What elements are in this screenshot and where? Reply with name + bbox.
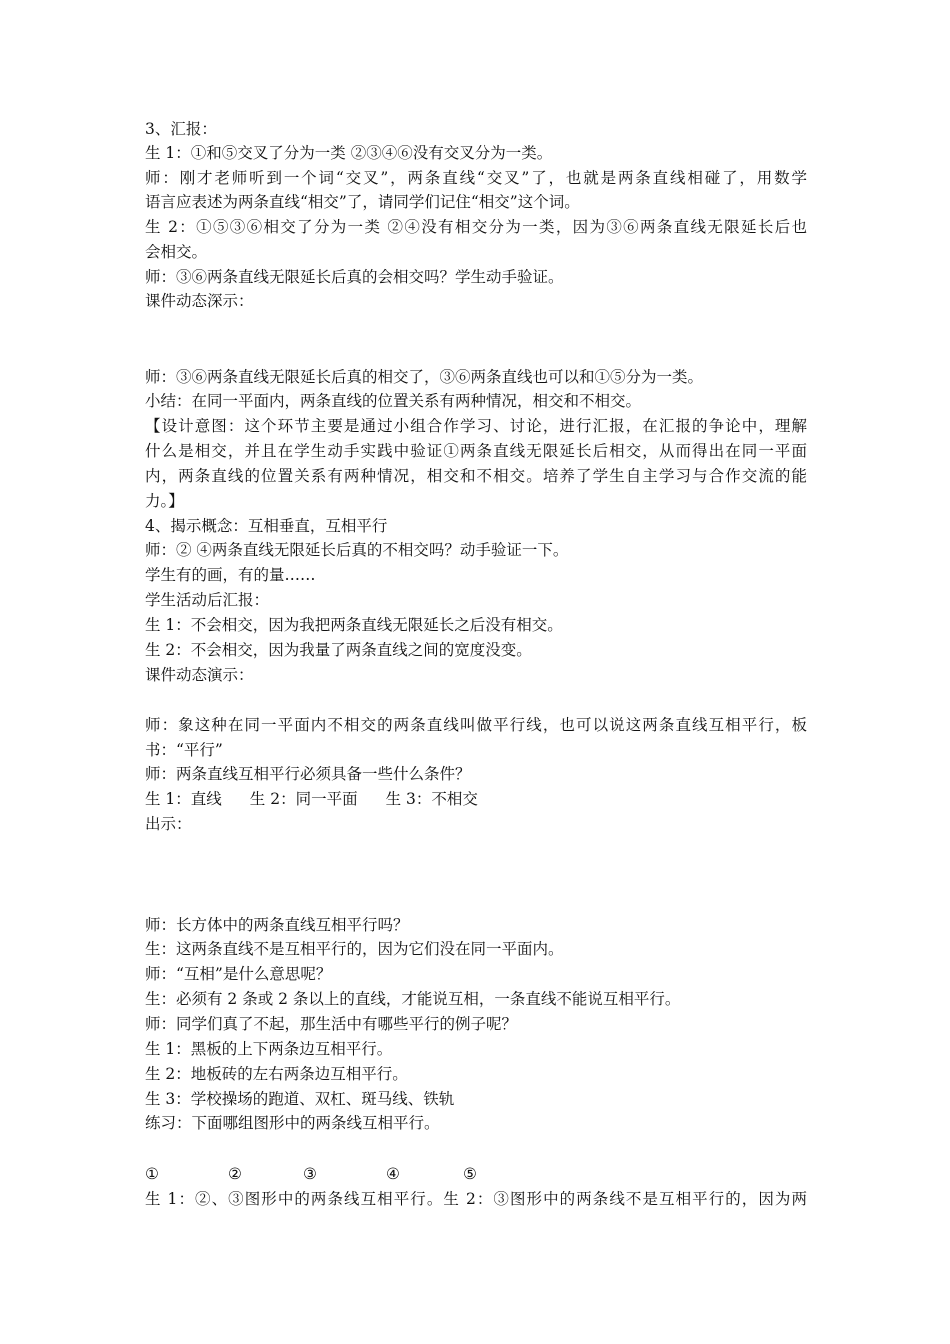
summary-line: 小结：在同一平面内，两条直线的位置关系有两种情况，相交和不相交。: [145, 392, 642, 410]
figure-label-2: ②: [228, 1165, 242, 1183]
figure-label-1: ①: [145, 1165, 159, 1183]
answer-2: 生 2：同一平面: [249, 790, 358, 808]
text-line: 生 1：不会相交，因为我把两条直线无限延长之后没有相交。: [145, 616, 563, 634]
text-line: 师：“互相”是什么意思呢？: [145, 965, 332, 983]
text-line: 会相交。: [145, 243, 208, 261]
text-line: 语言应表述为两条直线“相交”了，请同学们记住“相交”这个词。: [145, 193, 580, 211]
text-line: 师：同学们真了不起，那生活中有哪些平行的例子呢？: [145, 1015, 518, 1033]
text-line: 师：象这种在同一平面内不相交的两条直线叫做平行线，也可以说这两条直线互相平行，板: [145, 716, 807, 734]
text-line: 学生活动后汇报：: [145, 591, 270, 609]
text-line: 生：必须有 2 条或 2 条以上的直线，才能说互相，一条直线不能说互相平行。: [145, 990, 681, 1008]
design-intent-line: 【设计意图：这个环节主要是通过小组合作学习、讨论，进行汇报，在汇报的争论中，理解: [145, 417, 807, 435]
text-line: 师：③⑥两条直线无限延长后真的会相交吗？学生动手验证。: [145, 268, 564, 286]
text-line: 师：长方体中的两条直线互相平行吗？: [145, 916, 409, 934]
design-intent-line: 内，两条直线的位置关系有两种情况，相交和不相交。培养了学生自主学习与合作交流的能: [145, 467, 807, 485]
text-line: 书：“平行”: [145, 741, 223, 759]
text-line: 生：这两条直线不是互相平行的，因为它们没在同一平面内。: [145, 940, 564, 958]
text-line: 生 1：黑板的上下两条边互相平行。: [145, 1040, 393, 1058]
text-line: 生 1：①和⑤交叉了分为一类 ②③④⑥没有交叉分为一类。: [145, 144, 553, 162]
answer-3: 生 3：不相交: [385, 790, 478, 808]
exercise-line: 练习：下面哪组图形中的两条线互相平行。: [145, 1114, 440, 1132]
text-line: 课件动态深示：: [145, 292, 254, 310]
text-line: 课件动态演示：: [145, 666, 254, 684]
figure-label-5: ⑤: [463, 1165, 477, 1183]
figure-label-3: ③: [303, 1165, 317, 1183]
text-line: 生 3：学校操场的跑道、双杠、斑马线、铁轨: [145, 1090, 455, 1108]
text-line: 生 2：不会相交，因为我量了两条直线之间的宽度没变。: [145, 641, 532, 659]
heading-report: 3、汇报：: [145, 120, 217, 138]
text-line: 生 2：①⑤③⑥相交了分为一类 ②④没有相交分为一类，因为③⑥两条直线无限延长后也: [145, 218, 807, 236]
text-line: 学生有的画，有的量……: [145, 566, 316, 584]
text-line: 师：② ④两条直线无限延长后真的不相交吗？动手验证一下。: [145, 541, 569, 559]
text-line: 师：两条直线互相平行必须具备一些什么条件？: [145, 765, 471, 783]
design-intent-line: 力。】: [145, 492, 184, 510]
design-intent-line: 什么是相交，并且在学生动手实践中验证①两条直线无限延长后相交，从而得出在同一平面: [145, 442, 807, 460]
answers-row: [145, 788, 478, 810]
text-line: 出示：: [145, 815, 192, 833]
heading-concept: 4、揭示概念：互相垂直，互相平行: [145, 517, 388, 535]
figure-label-4: ④: [386, 1165, 400, 1183]
answer-1: 生 1：直线: [145, 790, 222, 808]
text-line: 师：刚才老师听到一个词“交叉”，两条直线“交叉”了，也就是两条直线相碰了，用数学: [145, 169, 807, 187]
text-line: 师：③⑥两条直线无限延长后真的相交了，③⑥两条直线也可以和①⑤分为一类。: [145, 368, 704, 386]
text-line: 生 2：地板砖的左右两条边互相平行。: [145, 1065, 408, 1083]
text-line: 生 1：②、③图形中的两条线互相平行。生 2：③图形中的两条线不是互相平行的，因为两: [145, 1190, 807, 1208]
